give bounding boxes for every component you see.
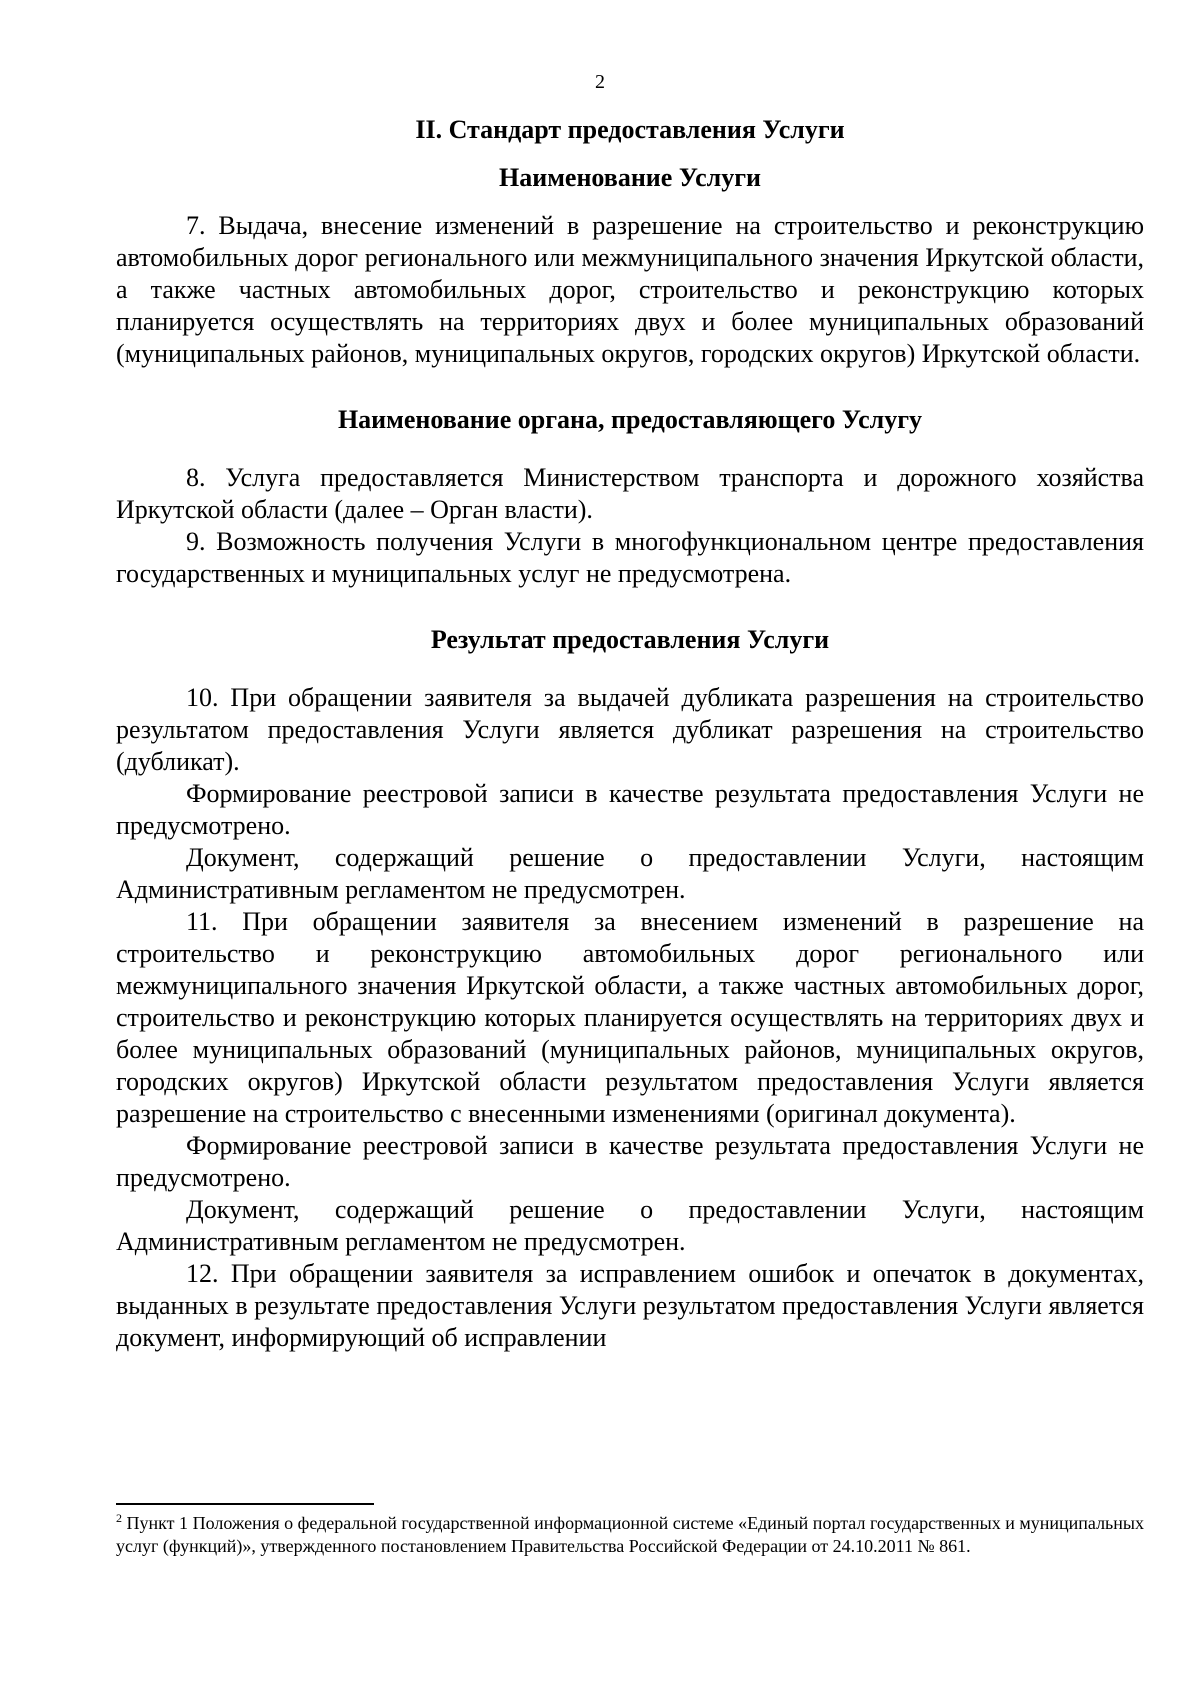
service-name-heading: Наименование Услуги xyxy=(498,163,762,192)
paragraph-12: 12. При обращении заявителя за исправлением ошибок и опечаток в документах, выданных в результате предоставления Услуги результатом предоставления Услуги является документ, информирующий об исправлении xyxy=(116,1259,1144,1352)
paragraph-7: 7. Выдача, внесение изменений в разрешение на строительство и реконструкцию автомобильных дорог регионального или межмуниципального значения Иркутской области, а также частных автомобильных дорог, строительство и реконструкцию которых планируется осуществлять на территориях двух и более муниципальных образований (муниципальных районов, муниципальных округов, городских округов) Иркутской области. xyxy=(116,211,1144,368)
footnote-text: Пункт 1 Положения о федеральной государственной информационной системе «Единый портал государственных и муниципальных услуг (функций)», утвержденного постановлением Правительства Российской Федерации от 24.10.2011 № 861. xyxy=(116,1513,1144,1556)
footnote-divider xyxy=(116,1503,374,1505)
paragraph-11: 11. При обращении заявителя за внесением изменений в разрешение на строительство и реконструкцию автомобильных дорог регионального или межмуниципального значения Иркутской области, а также частных автомобильных дорог, строительство и реконструкцию которых планируется осуществлять на территориях двух и более муниципальных образований (муниципальных районов, муниципальных округов, городских округов) Иркутской области результатом предоставления Услуги является разрешение на строительство с внесенными изменениями (оригинал документа). xyxy=(116,907,1144,1128)
paragraph-10: 10. При обращении заявителя за выдачей дубликата разрешения на строительство результатом предоставления Услуги является дубликат разрешения на строительство (дубликат). xyxy=(116,683,1144,776)
footnote xyxy=(116,1512,1144,1558)
paragraph-9: 9. Возможность получения Услуги в многофункциональном центре предоставления государственных и муниципальных услуг не предусмотрена. xyxy=(116,527,1144,588)
result-heading: Результат предоставления Услуги xyxy=(430,625,830,654)
paragraph-8: 8. Услуга предоставляется Министерством транспорта и дорожного хозяйства Иркутской области (далее – Орган власти). xyxy=(116,463,1144,524)
page-number: 2 xyxy=(595,71,605,93)
paragraph-11-registry: Формирование реестровой записи в качестве результата предоставления Услуги не предусмотрено. xyxy=(116,1131,1144,1192)
paragraph-10-document: Документ, содержащий решение о предоставлении Услуги, настоящим Административным регламентом не предусмотрен. xyxy=(116,843,1144,904)
organ-name-heading: Наименование органа, предоставляющего Услугу xyxy=(337,405,923,434)
footnote-marker: 2 xyxy=(116,1511,122,1525)
paragraph-10-registry: Формирование реестровой записи в качестве результата предоставления Услуги не предусмотрено. xyxy=(116,779,1144,840)
paragraph-11-document: Документ, содержащий решение о предоставлении Услуги, настоящим Административным регламентом не предусмотрен. xyxy=(116,1195,1144,1256)
document-body xyxy=(116,114,1144,1354)
section-heading: II. Стандарт предоставления Услуги xyxy=(415,115,845,144)
